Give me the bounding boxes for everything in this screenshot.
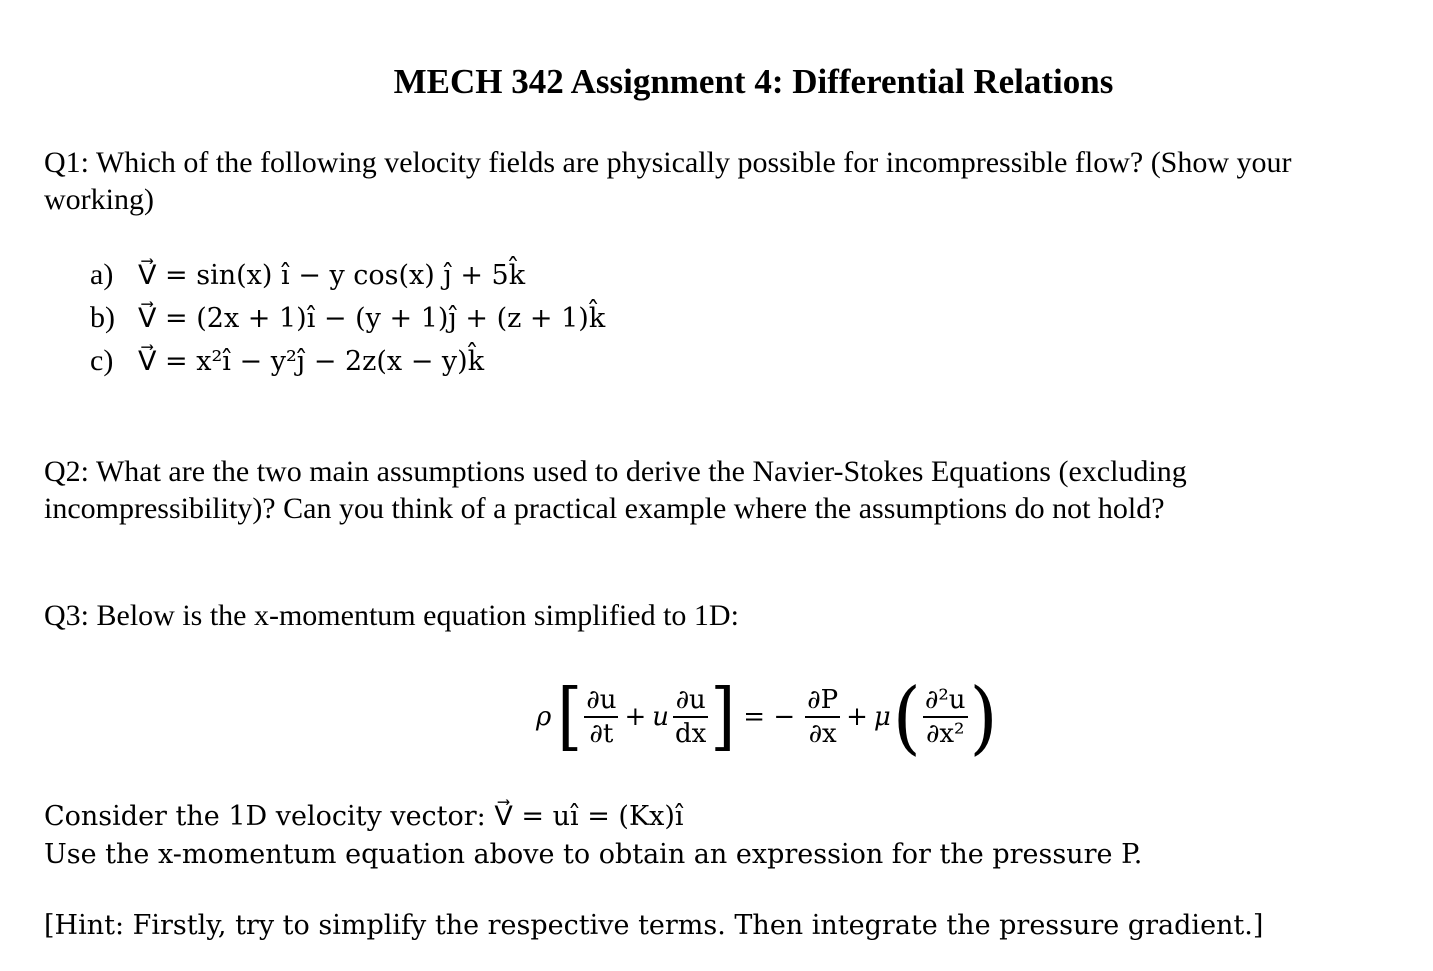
eq-num: ∂²u — [924, 685, 966, 715]
q2-line-2: incompressibility)? Can you think of a practical example where the assumptions do not hold? — [44, 492, 1165, 525]
eq-plus: + — [624, 702, 647, 732]
x-momentum-equation — [530, 672, 998, 762]
eq-num: ∂u — [675, 685, 706, 715]
q3-body — [44, 798, 1142, 874]
q3-line-2: Use the x-momentum equation above to obtain an expression for the pressure P. — [44, 839, 1143, 870]
eq-den: dx — [673, 716, 708, 750]
q1-item-a — [90, 256, 525, 295]
q3-intro: Q3: Below is the x-momentum equation simplified to 1D: — [44, 599, 739, 632]
q1-item-label: a) — [90, 258, 114, 291]
q1-item-c — [90, 342, 484, 381]
eq-mu: μ — [873, 702, 891, 732]
eq-left-paren: ( — [892, 670, 921, 764]
eq-num: ∂P — [807, 685, 839, 715]
q3-line-1: Consider the 1D velocity vector: V⃗ = uı̂ = (Kx)ı̂ — [44, 801, 684, 832]
eq-den: ∂x — [805, 716, 840, 750]
eq-left-bracket: [ — [557, 674, 583, 760]
q1-item-b — [90, 299, 605, 338]
q1-item-label: c) — [90, 344, 114, 377]
eq-den: ∂t — [584, 716, 618, 750]
eq-u: u — [652, 702, 670, 732]
page-title: MECH 342 Assignment 4: Differential Relations — [393, 62, 1114, 101]
eq-frac-du-dx — [673, 684, 708, 750]
q1-line-2: working) — [44, 183, 154, 216]
eq-right-paren: ) — [969, 670, 998, 764]
q1-item-expression: V⃗ = sin(x) ı̂ − y cos(x) ȷ̂ + 5k̂ — [138, 260, 526, 291]
q2-text — [44, 453, 1187, 527]
q2-line-1: Q2: What are the two main assumptions used to derive the Navier-Stokes Equations (excluding — [44, 455, 1187, 488]
q1-line-1: Q1: Which of the following velocity fields are physically possible for incompressible flow? (Show your — [44, 146, 1292, 179]
q1-item-expression: V⃗ = x²ı̂ − y²ȷ̂ − 2z(x − y)k̂ — [138, 346, 485, 377]
eq-equals: = − — [743, 702, 796, 732]
eq-frac-d2u-dx2 — [923, 684, 968, 750]
q1-text — [44, 144, 1292, 218]
eq-frac-du-dt — [584, 684, 618, 750]
eq-num: ∂u — [586, 685, 617, 715]
q1-item-expression: V⃗ = (2x + 1)ı̂ − (y + 1)ȷ̂ + (z + 1)k̂ — [138, 303, 606, 334]
q3-hint: [Hint: Firstly, try to simplify the respective terms. Then integrate the pressure gradient.] — [44, 910, 1264, 941]
q1-item-label: b) — [90, 301, 115, 334]
eq-rho: ρ — [536, 702, 552, 732]
eq-plus: + — [846, 702, 868, 732]
eq-frac-dp-dx — [805, 684, 840, 750]
eq-den: ∂x² — [923, 716, 968, 750]
eq-right-bracket: ] — [710, 674, 736, 760]
